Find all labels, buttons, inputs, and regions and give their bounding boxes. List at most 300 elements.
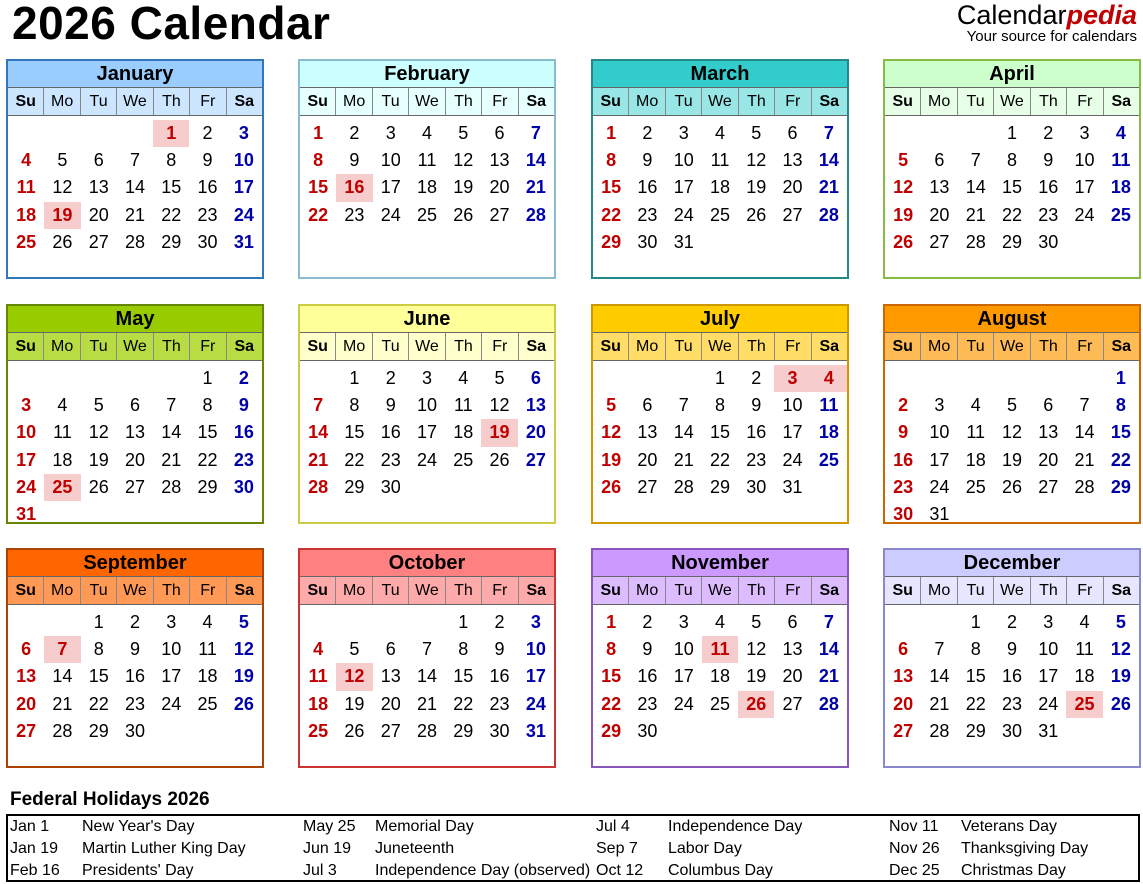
day-cell[interactable]: 15	[344, 422, 365, 443]
day-cell[interactable]: 21	[929, 693, 950, 714]
day-cell[interactable]: 24	[233, 204, 254, 225]
day-cell[interactable]: 6	[129, 395, 140, 416]
day-cell[interactable]: 5	[751, 123, 762, 143]
day-cell[interactable]: 24	[380, 204, 401, 225]
day-cell[interactable]: 28	[965, 231, 986, 252]
day-cell[interactable]: 9	[642, 639, 653, 660]
day-cell[interactable]: 11	[53, 422, 72, 443]
day-cell[interactable]: 11	[710, 150, 730, 171]
day-cell[interactable]: 12	[746, 150, 767, 171]
day-cell[interactable]: 3	[934, 395, 945, 416]
day-cell[interactable]: 31	[929, 503, 950, 524]
day-cell[interactable]: 24	[161, 693, 182, 714]
day-cell[interactable]: 13	[637, 422, 658, 443]
day-cell[interactable]: 17	[16, 449, 37, 470]
day-cell[interactable]: 30	[380, 476, 401, 497]
day-cell[interactable]: 30	[637, 231, 658, 252]
day-cell[interactable]: 8	[458, 639, 469, 660]
day-cell[interactable]: 3	[530, 612, 541, 632]
day-cell[interactable]: 21	[124, 204, 145, 225]
day-cell[interactable]: 4	[970, 395, 981, 416]
day-cell[interactable]: 12	[1001, 422, 1022, 443]
holiday-day-cell[interactable]: 12	[336, 663, 372, 690]
day-cell[interactable]: 28	[1074, 476, 1095, 497]
day-cell[interactable]: 8	[970, 639, 981, 660]
day-cell[interactable]: 28	[525, 204, 546, 225]
day-cell[interactable]: 8	[1115, 395, 1126, 416]
day-cell[interactable]: 22	[1001, 204, 1022, 225]
day-cell[interactable]: 21	[525, 177, 546, 198]
day-cell[interactable]: 25	[1110, 204, 1131, 225]
day-cell[interactable]: 30	[746, 476, 767, 497]
day-cell[interactable]: 30	[197, 231, 218, 252]
day-cell[interactable]: 26	[1001, 476, 1022, 497]
day-cell[interactable]: 26	[893, 231, 914, 252]
holiday-day-cell[interactable]: 26	[738, 691, 774, 718]
day-cell[interactable]: 15	[161, 177, 182, 198]
day-cell[interactable]: 7	[530, 123, 541, 143]
day-cell[interactable]: 19	[1001, 449, 1022, 470]
day-cell[interactable]: 26	[88, 476, 109, 497]
day-cell[interactable]: 3	[1043, 612, 1054, 632]
day-cell[interactable]: 6	[530, 368, 541, 388]
day-cell[interactable]: 23	[233, 449, 254, 470]
day-cell[interactable]: 1	[1006, 123, 1017, 143]
day-cell[interactable]: 14	[52, 666, 73, 687]
day-cell[interactable]: 1	[93, 612, 104, 632]
day-cell[interactable]: 27	[782, 204, 803, 225]
day-cell[interactable]: 17	[161, 666, 182, 687]
day-cell[interactable]: 27	[782, 693, 803, 714]
day-cell[interactable]: 25	[965, 476, 986, 497]
day-cell[interactable]: 22	[308, 204, 329, 225]
day-cell[interactable]: 6	[1043, 395, 1054, 416]
day-cell[interactable]: 16	[124, 666, 145, 687]
day-cell[interactable]: 13	[525, 395, 546, 416]
day-cell[interactable]: 27	[929, 231, 950, 252]
day-cell[interactable]: 22	[88, 693, 109, 714]
day-cell[interactable]: 10	[1074, 150, 1095, 171]
day-cell[interactable]: 12	[233, 639, 254, 660]
day-cell[interactable]: 5	[1006, 395, 1017, 416]
day-cell[interactable]: 7	[421, 639, 432, 660]
day-cell[interactable]: 7	[934, 639, 945, 660]
day-cell[interactable]: 13	[124, 422, 145, 443]
day-cell[interactable]: 6	[93, 150, 104, 171]
day-cell[interactable]: 1	[606, 612, 617, 632]
day-cell[interactable]: 10	[929, 422, 950, 443]
day-cell[interactable]: 2	[1043, 123, 1054, 143]
day-cell[interactable]: 27	[489, 204, 510, 225]
day-cell[interactable]: 18	[416, 177, 437, 198]
day-cell[interactable]: 3	[678, 612, 689, 632]
day-cell[interactable]: 26	[1110, 693, 1131, 714]
day-cell[interactable]: 28	[161, 476, 182, 497]
day-cell[interactable]: 11	[16, 177, 36, 198]
day-cell[interactable]: 14	[308, 422, 329, 443]
day-cell[interactable]: 22	[709, 449, 730, 470]
day-cell[interactable]: 13	[489, 150, 510, 171]
day-cell[interactable]: 20	[380, 693, 401, 714]
day-cell[interactable]: 2	[385, 368, 396, 388]
day-cell[interactable]: 18	[52, 449, 73, 470]
day-cell[interactable]: 14	[161, 422, 182, 443]
day-cell[interactable]: 17	[525, 666, 546, 687]
day-cell[interactable]: 20	[1038, 449, 1059, 470]
day-cell[interactable]: 3	[385, 123, 396, 143]
day-cell[interactable]: 2	[642, 612, 653, 632]
day-cell[interactable]: 9	[349, 150, 360, 171]
day-cell[interactable]: 24	[1038, 693, 1059, 714]
day-cell[interactable]: 14	[929, 666, 950, 687]
day-cell[interactable]: 2	[129, 612, 140, 632]
day-cell[interactable]: 31	[16, 503, 37, 524]
day-cell[interactable]: 15	[88, 666, 109, 687]
day-cell[interactable]: 6	[934, 150, 945, 171]
day-cell[interactable]: 15	[197, 422, 218, 443]
day-cell[interactable]: 19	[88, 449, 109, 470]
day-cell[interactable]: 7	[823, 612, 834, 632]
day-cell[interactable]: 12	[489, 395, 510, 416]
day-cell[interactable]: 10	[525, 639, 546, 660]
day-cell[interactable]: 5	[93, 395, 104, 416]
day-cell[interactable]: 19	[601, 449, 622, 470]
day-cell[interactable]: 2	[494, 612, 505, 632]
day-cell[interactable]: 10	[161, 639, 182, 660]
day-cell[interactable]: 4	[714, 612, 725, 632]
day-cell[interactable]: 6	[898, 639, 909, 660]
day-cell[interactable]: 5	[606, 395, 617, 416]
day-cell[interactable]: 12	[893, 177, 914, 198]
day-cell[interactable]: 19	[344, 693, 365, 714]
day-cell[interactable]: 25	[308, 720, 329, 741]
day-cell[interactable]: 15	[965, 666, 986, 687]
day-cell[interactable]: 14	[1074, 422, 1095, 443]
day-cell[interactable]: 11	[453, 395, 473, 416]
day-cell[interactable]: 21	[1074, 449, 1095, 470]
day-cell[interactable]: 18	[16, 204, 37, 225]
day-cell[interactable]: 24	[673, 693, 694, 714]
day-cell[interactable]: 2	[238, 368, 249, 388]
day-cell[interactable]: 8	[166, 150, 177, 171]
day-cell[interactable]: 17	[233, 177, 254, 198]
day-cell[interactable]: 23	[637, 204, 658, 225]
day-cell[interactable]: 6	[21, 639, 32, 660]
day-cell[interactable]: 29	[1110, 476, 1131, 497]
day-cell[interactable]: 18	[1110, 177, 1131, 198]
day-cell[interactable]: 9	[129, 639, 140, 660]
day-cell[interactable]: 25	[709, 204, 730, 225]
day-cell[interactable]: 5	[898, 150, 909, 171]
day-cell[interactable]: 15	[308, 177, 329, 198]
day-cell[interactable]: 23	[380, 449, 401, 470]
day-cell[interactable]: 29	[601, 720, 622, 741]
day-cell[interactable]: 28	[124, 231, 145, 252]
day-cell[interactable]: 31	[673, 231, 694, 252]
day-cell[interactable]: 29	[344, 476, 365, 497]
day-cell[interactable]: 13	[782, 639, 803, 660]
day-cell[interactable]: 15	[1110, 422, 1131, 443]
holiday-day-cell[interactable]: 11	[702, 636, 738, 663]
day-cell[interactable]: 9	[1043, 150, 1054, 171]
day-cell[interactable]: 7	[166, 395, 177, 416]
day-cell[interactable]: 17	[673, 177, 694, 198]
day-cell[interactable]: 18	[965, 449, 986, 470]
day-cell[interactable]: 1	[349, 368, 360, 388]
day-cell[interactable]: 22	[1110, 449, 1131, 470]
day-cell[interactable]: 4	[714, 123, 725, 143]
day-cell[interactable]: 12	[601, 422, 622, 443]
day-cell[interactable]: 21	[965, 204, 986, 225]
day-cell[interactable]: 19	[1110, 666, 1131, 687]
day-cell[interactable]: 20	[782, 177, 803, 198]
day-cell[interactable]: 15	[601, 666, 622, 687]
day-cell[interactable]: 28	[673, 476, 694, 497]
holiday-day-cell[interactable]: 25	[1066, 691, 1102, 718]
day-cell[interactable]: 4	[21, 150, 32, 171]
day-cell[interactable]: 12	[453, 150, 474, 171]
day-cell[interactable]: 8	[714, 395, 725, 416]
day-cell[interactable]: 14	[525, 150, 546, 171]
day-cell[interactable]: 16	[233, 422, 254, 443]
day-cell[interactable]: 24	[1074, 204, 1095, 225]
day-cell[interactable]: 14	[124, 177, 145, 198]
day-cell[interactable]: 20	[782, 666, 803, 687]
day-cell[interactable]: 15	[1001, 177, 1022, 198]
day-cell[interactable]: 19	[893, 204, 914, 225]
day-cell[interactable]: 29	[1001, 231, 1022, 252]
day-cell[interactable]: 3	[421, 368, 432, 388]
holiday-day-cell[interactable]: 4	[811, 365, 847, 392]
day-cell[interactable]: 30	[1001, 720, 1022, 741]
day-cell[interactable]: 26	[233, 693, 254, 714]
day-cell[interactable]: 15	[601, 177, 622, 198]
day-cell[interactable]: 15	[453, 666, 474, 687]
day-cell[interactable]: 14	[416, 666, 437, 687]
day-cell[interactable]: 5	[494, 368, 505, 388]
day-cell[interactable]: 8	[1006, 150, 1017, 171]
day-cell[interactable]: 13	[88, 177, 109, 198]
day-cell[interactable]: 30	[893, 503, 914, 524]
day-cell[interactable]: 6	[787, 612, 798, 632]
day-cell[interactable]: 27	[893, 720, 914, 741]
day-cell[interactable]: 9	[238, 395, 249, 416]
day-cell[interactable]: 5	[458, 123, 469, 143]
day-cell[interactable]: 21	[308, 449, 329, 470]
day-cell[interactable]: 17	[1074, 177, 1095, 198]
day-cell[interactable]: 11	[966, 422, 986, 443]
day-cell[interactable]: 13	[782, 150, 803, 171]
day-cell[interactable]: 29	[197, 476, 218, 497]
day-cell[interactable]: 29	[453, 720, 474, 741]
day-cell[interactable]: 22	[453, 693, 474, 714]
day-cell[interactable]: 8	[606, 150, 617, 171]
day-cell[interactable]: 14	[965, 177, 986, 198]
day-cell[interactable]: 28	[416, 720, 437, 741]
day-cell[interactable]: 11	[308, 666, 328, 687]
day-cell[interactable]: 10	[673, 639, 694, 660]
day-cell[interactable]: 18	[308, 693, 329, 714]
day-cell[interactable]: 21	[416, 693, 437, 714]
holiday-day-cell[interactable]: 3	[774, 365, 810, 392]
day-cell[interactable]: 4	[313, 639, 324, 660]
day-cell[interactable]: 1	[970, 612, 981, 632]
brand-logo[interactable]	[877, 0, 1137, 45]
day-cell[interactable]: 23	[489, 693, 510, 714]
day-cell[interactable]: 3	[21, 395, 32, 416]
day-cell[interactable]: 31	[525, 720, 546, 741]
day-cell[interactable]: 18	[709, 177, 730, 198]
day-cell[interactable]: 26	[344, 720, 365, 741]
day-cell[interactable]: 10	[380, 150, 401, 171]
day-cell[interactable]: 17	[416, 422, 437, 443]
day-cell[interactable]: 24	[416, 449, 437, 470]
day-cell[interactable]: 16	[380, 422, 401, 443]
day-cell[interactable]: 1	[313, 123, 324, 143]
day-cell[interactable]: 16	[489, 666, 510, 687]
day-cell[interactable]: 4	[1079, 612, 1090, 632]
day-cell[interactable]: 2	[751, 368, 762, 388]
day-cell[interactable]: 9	[642, 150, 653, 171]
day-cell[interactable]: 24	[16, 476, 37, 497]
day-cell[interactable]: 16	[1038, 177, 1059, 198]
day-cell[interactable]: 24	[525, 693, 546, 714]
day-cell[interactable]: 28	[52, 720, 73, 741]
day-cell[interactable]: 23	[893, 476, 914, 497]
day-cell[interactable]: 1	[714, 368, 725, 388]
day-cell[interactable]: 22	[344, 449, 365, 470]
day-cell[interactable]: 18	[453, 422, 474, 443]
day-cell[interactable]: 4	[1115, 123, 1126, 143]
day-cell[interactable]: 22	[965, 693, 986, 714]
day-cell[interactable]: 11	[198, 639, 217, 660]
day-cell[interactable]: 22	[601, 204, 622, 225]
day-cell[interactable]: 4	[57, 395, 68, 416]
day-cell[interactable]: 20	[637, 449, 658, 470]
day-cell[interactable]: 24	[782, 449, 803, 470]
day-cell[interactable]: 4	[421, 123, 432, 143]
day-cell[interactable]: 22	[197, 449, 218, 470]
holiday-day-cell[interactable]: 1	[153, 120, 189, 147]
day-cell[interactable]: 29	[709, 476, 730, 497]
day-cell[interactable]: 16	[637, 666, 658, 687]
day-cell[interactable]: 28	[818, 693, 839, 714]
day-cell[interactable]: 12	[88, 422, 109, 443]
day-cell[interactable]: 20	[489, 177, 510, 198]
day-cell[interactable]: 30	[489, 720, 510, 741]
day-cell[interactable]: 28	[818, 204, 839, 225]
day-cell[interactable]: 19	[453, 177, 474, 198]
day-cell[interactable]: 29	[965, 720, 986, 741]
holiday-day-cell[interactable]: 7	[44, 636, 80, 663]
day-cell[interactable]: 11	[1111, 150, 1131, 171]
day-cell[interactable]: 4	[458, 368, 469, 388]
day-cell[interactable]: 10	[1038, 639, 1059, 660]
day-cell[interactable]: 8	[606, 639, 617, 660]
day-cell[interactable]: 2	[202, 123, 213, 143]
day-cell[interactable]: 17	[673, 666, 694, 687]
day-cell[interactable]: 22	[161, 204, 182, 225]
day-cell[interactable]: 17	[1038, 666, 1059, 687]
day-cell[interactable]: 8	[93, 639, 104, 660]
day-cell[interactable]: 20	[16, 693, 37, 714]
day-cell[interactable]: 21	[818, 666, 839, 687]
day-cell[interactable]: 19	[233, 666, 254, 687]
day-cell[interactable]: 17	[380, 177, 401, 198]
day-cell[interactable]: 18	[709, 666, 730, 687]
day-cell[interactable]: 16	[1001, 666, 1022, 687]
day-cell[interactable]: 12	[746, 639, 767, 660]
day-cell[interactable]: 29	[161, 231, 182, 252]
day-cell[interactable]: 23	[1001, 693, 1022, 714]
day-cell[interactable]: 25	[16, 231, 37, 252]
day-cell[interactable]: 9	[202, 150, 213, 171]
day-cell[interactable]: 8	[202, 395, 213, 416]
day-cell[interactable]: 25	[709, 693, 730, 714]
day-cell[interactable]: 5	[57, 150, 68, 171]
day-cell[interactable]: 13	[929, 177, 950, 198]
day-cell[interactable]: 13	[893, 666, 914, 687]
day-cell[interactable]: 17	[782, 422, 803, 443]
day-cell[interactable]: 7	[678, 395, 689, 416]
day-cell[interactable]: 30	[233, 476, 254, 497]
holiday-day-cell[interactable]: 25	[44, 474, 80, 501]
day-cell[interactable]: 14	[818, 150, 839, 171]
day-cell[interactable]: 16	[637, 177, 658, 198]
day-cell[interactable]: 23	[197, 204, 218, 225]
day-cell[interactable]: 12	[52, 177, 73, 198]
day-cell[interactable]: 27	[88, 231, 109, 252]
day-cell[interactable]: 21	[818, 177, 839, 198]
day-cell[interactable]: 27	[380, 720, 401, 741]
day-cell[interactable]: 21	[673, 449, 694, 470]
day-cell[interactable]: 2	[898, 395, 909, 416]
day-cell[interactable]: 10	[416, 395, 437, 416]
day-cell[interactable]: 6	[494, 123, 505, 143]
day-cell[interactable]: 11	[417, 150, 437, 171]
day-cell[interactable]: 30	[124, 720, 145, 741]
day-cell[interactable]: 27	[16, 720, 37, 741]
day-cell[interactable]: 14	[818, 639, 839, 660]
day-cell[interactable]: 11	[1075, 639, 1094, 660]
day-cell[interactable]: 10	[233, 150, 254, 171]
day-cell[interactable]: 3	[678, 123, 689, 143]
day-cell[interactable]: 24	[929, 476, 950, 497]
day-cell[interactable]: 27	[1038, 476, 1059, 497]
day-cell[interactable]: 1	[202, 368, 213, 388]
day-cell[interactable]: 6	[787, 123, 798, 143]
day-cell[interactable]: 23	[344, 204, 365, 225]
day-cell[interactable]: 16	[893, 449, 914, 470]
day-cell[interactable]: 5	[349, 639, 360, 660]
day-cell[interactable]: 25	[818, 449, 839, 470]
day-cell[interactable]: 31	[1038, 720, 1059, 741]
day-cell[interactable]: 2	[642, 123, 653, 143]
day-cell[interactable]: 8	[349, 395, 360, 416]
day-cell[interactable]: 28	[308, 476, 329, 497]
day-cell[interactable]: 28	[929, 720, 950, 741]
day-cell[interactable]: 18	[197, 666, 218, 687]
day-cell[interactable]: 29	[88, 720, 109, 741]
day-cell[interactable]: 3	[1079, 123, 1090, 143]
day-cell[interactable]: 1	[606, 123, 617, 143]
day-cell[interactable]: 6	[642, 395, 653, 416]
day-cell[interactable]: 27	[525, 449, 546, 470]
day-cell[interactable]: 10	[673, 150, 694, 171]
day-cell[interactable]: 23	[1038, 204, 1059, 225]
day-cell[interactable]: 10	[782, 395, 803, 416]
day-cell[interactable]: 7	[970, 150, 981, 171]
